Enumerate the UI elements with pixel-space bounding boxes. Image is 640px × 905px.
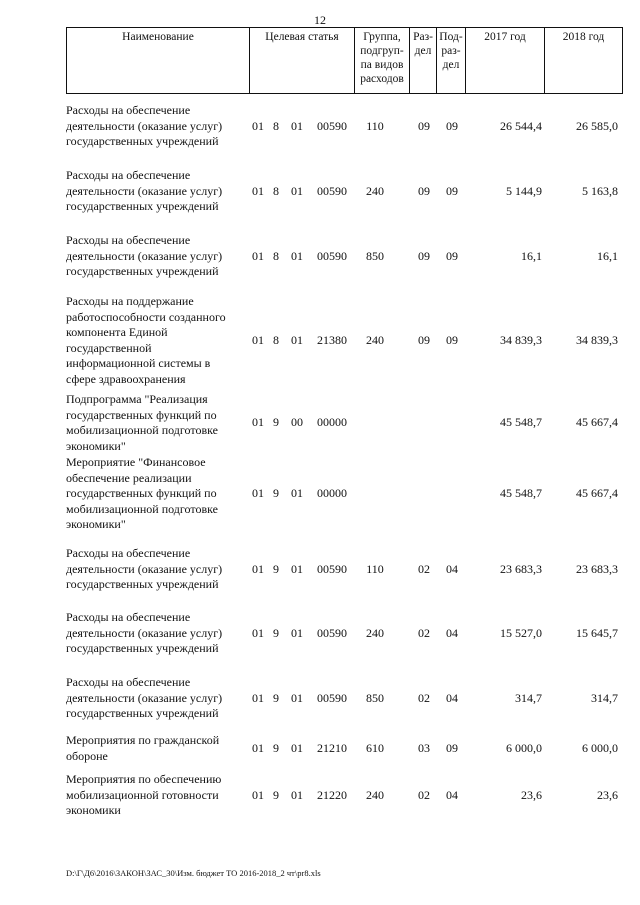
subsection-code: 09 [446,184,458,198]
row-name-line: государственной [66,340,152,355]
code-main-event: 01 [291,486,303,500]
code-main-event: 01 [291,741,303,755]
header-year-2017: 2017 год [484,31,526,43]
section-code: 09 [418,249,430,263]
amount-2017: 15 527,0 [500,626,542,640]
code-direction: 00590 [317,626,347,640]
row-name [66,392,246,454]
code-subprogram: 9 [273,415,279,429]
row-name [66,733,246,764]
row-name-line: мобилизационной подготовке [66,423,218,437]
row-name-line: работоспособности созданного [66,309,226,324]
row-name-line: деятельности (оказание услуг) [66,248,223,263]
amount-2018: 45 667,4 [576,486,618,500]
code-subprogram: 8 [273,249,279,263]
expense-group: 850 [366,249,384,263]
row-name-line: деятельности (оказание услуг) [66,625,223,640]
row-name-line: деятельности (оказание услуг) [66,690,223,705]
row-name-line: Расходы на поддержание [66,294,194,308]
row-name-line: компонента Единой [66,325,168,339]
amount-2018: 23,6 [597,788,618,802]
code-program: 01 [252,249,264,263]
code-program: 01 [252,741,264,755]
subsection-code: 09 [446,741,458,755]
subsection-code: 04 [446,562,458,576]
code-direction: 21210 [317,741,347,755]
amount-2017: 45 548,7 [500,486,542,500]
table-header [66,27,623,94]
amount-2018: 5 163,8 [582,184,618,198]
amount-2018: 314,7 [591,691,618,705]
subsection-code: 09 [446,333,458,347]
code-direction: 00590 [317,562,347,576]
row-name-line: государственных учреждений [66,264,219,278]
amount-2017: 23,6 [521,788,542,802]
row-name-line: обеспечение реализации [66,470,192,485]
amount-2017: 34 839,3 [500,333,542,347]
row-name-line: государственных учреждений [66,706,219,720]
code-direction: 00590 [317,249,347,263]
row-name [66,103,246,150]
header-subsection: Под- раз- дел [439,31,463,71]
row-name-line: Мероприятия по обеспечению [66,772,222,786]
code-subprogram: 9 [273,741,279,755]
code-program: 01 [252,788,264,802]
row-name-line: Расходы на обеспечение [66,103,191,117]
code-main-event: 01 [291,691,303,705]
row-name-line: экономики [66,803,121,817]
expense-group: 110 [366,119,384,133]
row-name-line: государственных функций по [66,407,217,422]
subsection-code: 09 [446,249,458,263]
code-direction: 00000 [317,415,347,429]
file-path-footer: D:\Г\Д6\2016\ЗАКОН\ЗАС_30\Изм. бюджет ТО 2016-2018_2 чт\pr8.xls [66,868,321,878]
subsection-code: 04 [446,691,458,705]
amount-2018: 34 839,3 [576,333,618,347]
code-subprogram: 9 [273,486,279,500]
row-name-line: Мероприятие "Финансовое [66,455,206,469]
row-name [66,455,246,533]
code-direction: 21380 [317,333,347,347]
subsection-code: 04 [446,626,458,640]
row-name [66,610,246,657]
expense-group: 610 [366,741,384,755]
row-name-line: государственных учреждений [66,577,219,591]
row-name-line: Подпрограмма "Реализация [66,392,208,406]
code-subprogram: 9 [273,691,279,705]
code-direction: 00000 [317,486,347,500]
code-program: 01 [252,626,264,640]
row-name-line: мобилизационной подготовке [66,501,218,516]
row-name-line: мобилизационной готовности [66,787,219,802]
code-main-event: 01 [291,562,303,576]
code-main-event: 01 [291,184,303,198]
code-direction: 21220 [317,788,347,802]
code-main-event: 01 [291,119,303,133]
row-name-line: Расходы на обеспечение [66,233,191,247]
row-name-line: Расходы на обеспечение [66,675,191,689]
amount-2018: 16,1 [597,249,618,263]
section-code: 09 [418,184,430,198]
row-name-line: государственных учреждений [66,641,219,655]
code-program: 01 [252,184,264,198]
row-name-line: Расходы на обеспечение [66,168,191,182]
row-name-line: Расходы на обеспечение [66,546,191,560]
row-name-line: экономики" [66,438,126,453]
code-direction: 00590 [317,691,347,705]
row-name [66,294,246,387]
row-name [66,772,246,819]
section-code: 09 [418,119,430,133]
row-name-line: Мероприятия по гражданской [66,733,220,747]
row-name-line: государственных учреждений [66,134,219,148]
code-subprogram: 9 [273,562,279,576]
row-name-line: деятельности (оказание услуг) [66,183,223,198]
code-subprogram: 8 [273,333,279,347]
amount-2018: 23 683,3 [576,562,618,576]
section-code: 09 [418,333,430,347]
row-name-line: деятельности (оказание услуг) [66,561,223,576]
amount-2018: 45 667,4 [576,415,618,429]
amount-2017: 16,1 [521,249,542,263]
code-main-event: 01 [291,626,303,640]
row-name-line: экономики" [66,517,126,531]
row-name-line: государственных учреждений [66,199,219,213]
code-direction: 00590 [317,184,347,198]
row-name [66,675,246,722]
row-name-line: информационной системы в [66,356,211,370]
expense-group: 240 [366,788,384,802]
header-section: Раз- дел [413,31,433,57]
code-main-event: 01 [291,788,303,802]
row-name [66,233,246,280]
code-program: 01 [252,562,264,576]
code-subprogram: 8 [273,184,279,198]
amount-2017: 45 548,7 [500,415,542,429]
header-target-article: Целевая статья [265,31,339,43]
section-code: 03 [418,741,430,755]
code-direction: 00590 [317,119,347,133]
amount-2017: 23 683,3 [500,562,542,576]
subsection-code: 04 [446,788,458,802]
row-name [66,546,246,593]
amount-2018: 6 000,0 [582,741,618,755]
expense-group: 850 [366,691,384,705]
row-name-line: деятельности (оказание услуг) [66,118,223,133]
code-main-event: 00 [291,415,303,429]
code-program: 01 [252,119,264,133]
header-name: Наименование [122,31,194,43]
section-code: 02 [418,626,430,640]
expense-group: 240 [366,333,384,347]
row-name-line: сфере здравоохранения [66,371,186,386]
section-code: 02 [418,562,430,576]
code-subprogram: 9 [273,788,279,802]
section-code: 02 [418,788,430,802]
row-name-line: Расходы на обеспечение [66,610,191,624]
code-program: 01 [252,486,264,500]
code-program: 01 [252,691,264,705]
amount-2017: 314,7 [515,691,542,705]
section-code: 02 [418,691,430,705]
subsection-code: 09 [446,119,458,133]
amount-2018: 15 645,7 [576,626,618,640]
header-year-2018: 2018 год [562,31,605,43]
row-name [66,168,246,215]
expense-group: 240 [366,184,384,198]
amount-2017: 6 000,0 [506,741,542,755]
code-main-event: 01 [291,249,303,263]
code-subprogram: 9 [273,626,279,640]
expense-group: 240 [366,626,384,640]
code-subprogram: 8 [273,119,279,133]
header-group: Группа, подгруп- па видов расходов [360,31,404,85]
amount-2017: 5 144,9 [506,184,542,198]
expense-group: 110 [366,562,384,576]
code-main-event: 01 [291,333,303,347]
row-name-line: государственных функций по [66,486,217,500]
page-number: 12 [314,13,326,27]
row-name-line: обороне [66,748,108,763]
code-program: 01 [252,415,264,429]
amount-2018: 26 585,0 [576,119,618,133]
code-program: 01 [252,333,264,347]
amount-2017: 26 544,4 [500,119,542,133]
